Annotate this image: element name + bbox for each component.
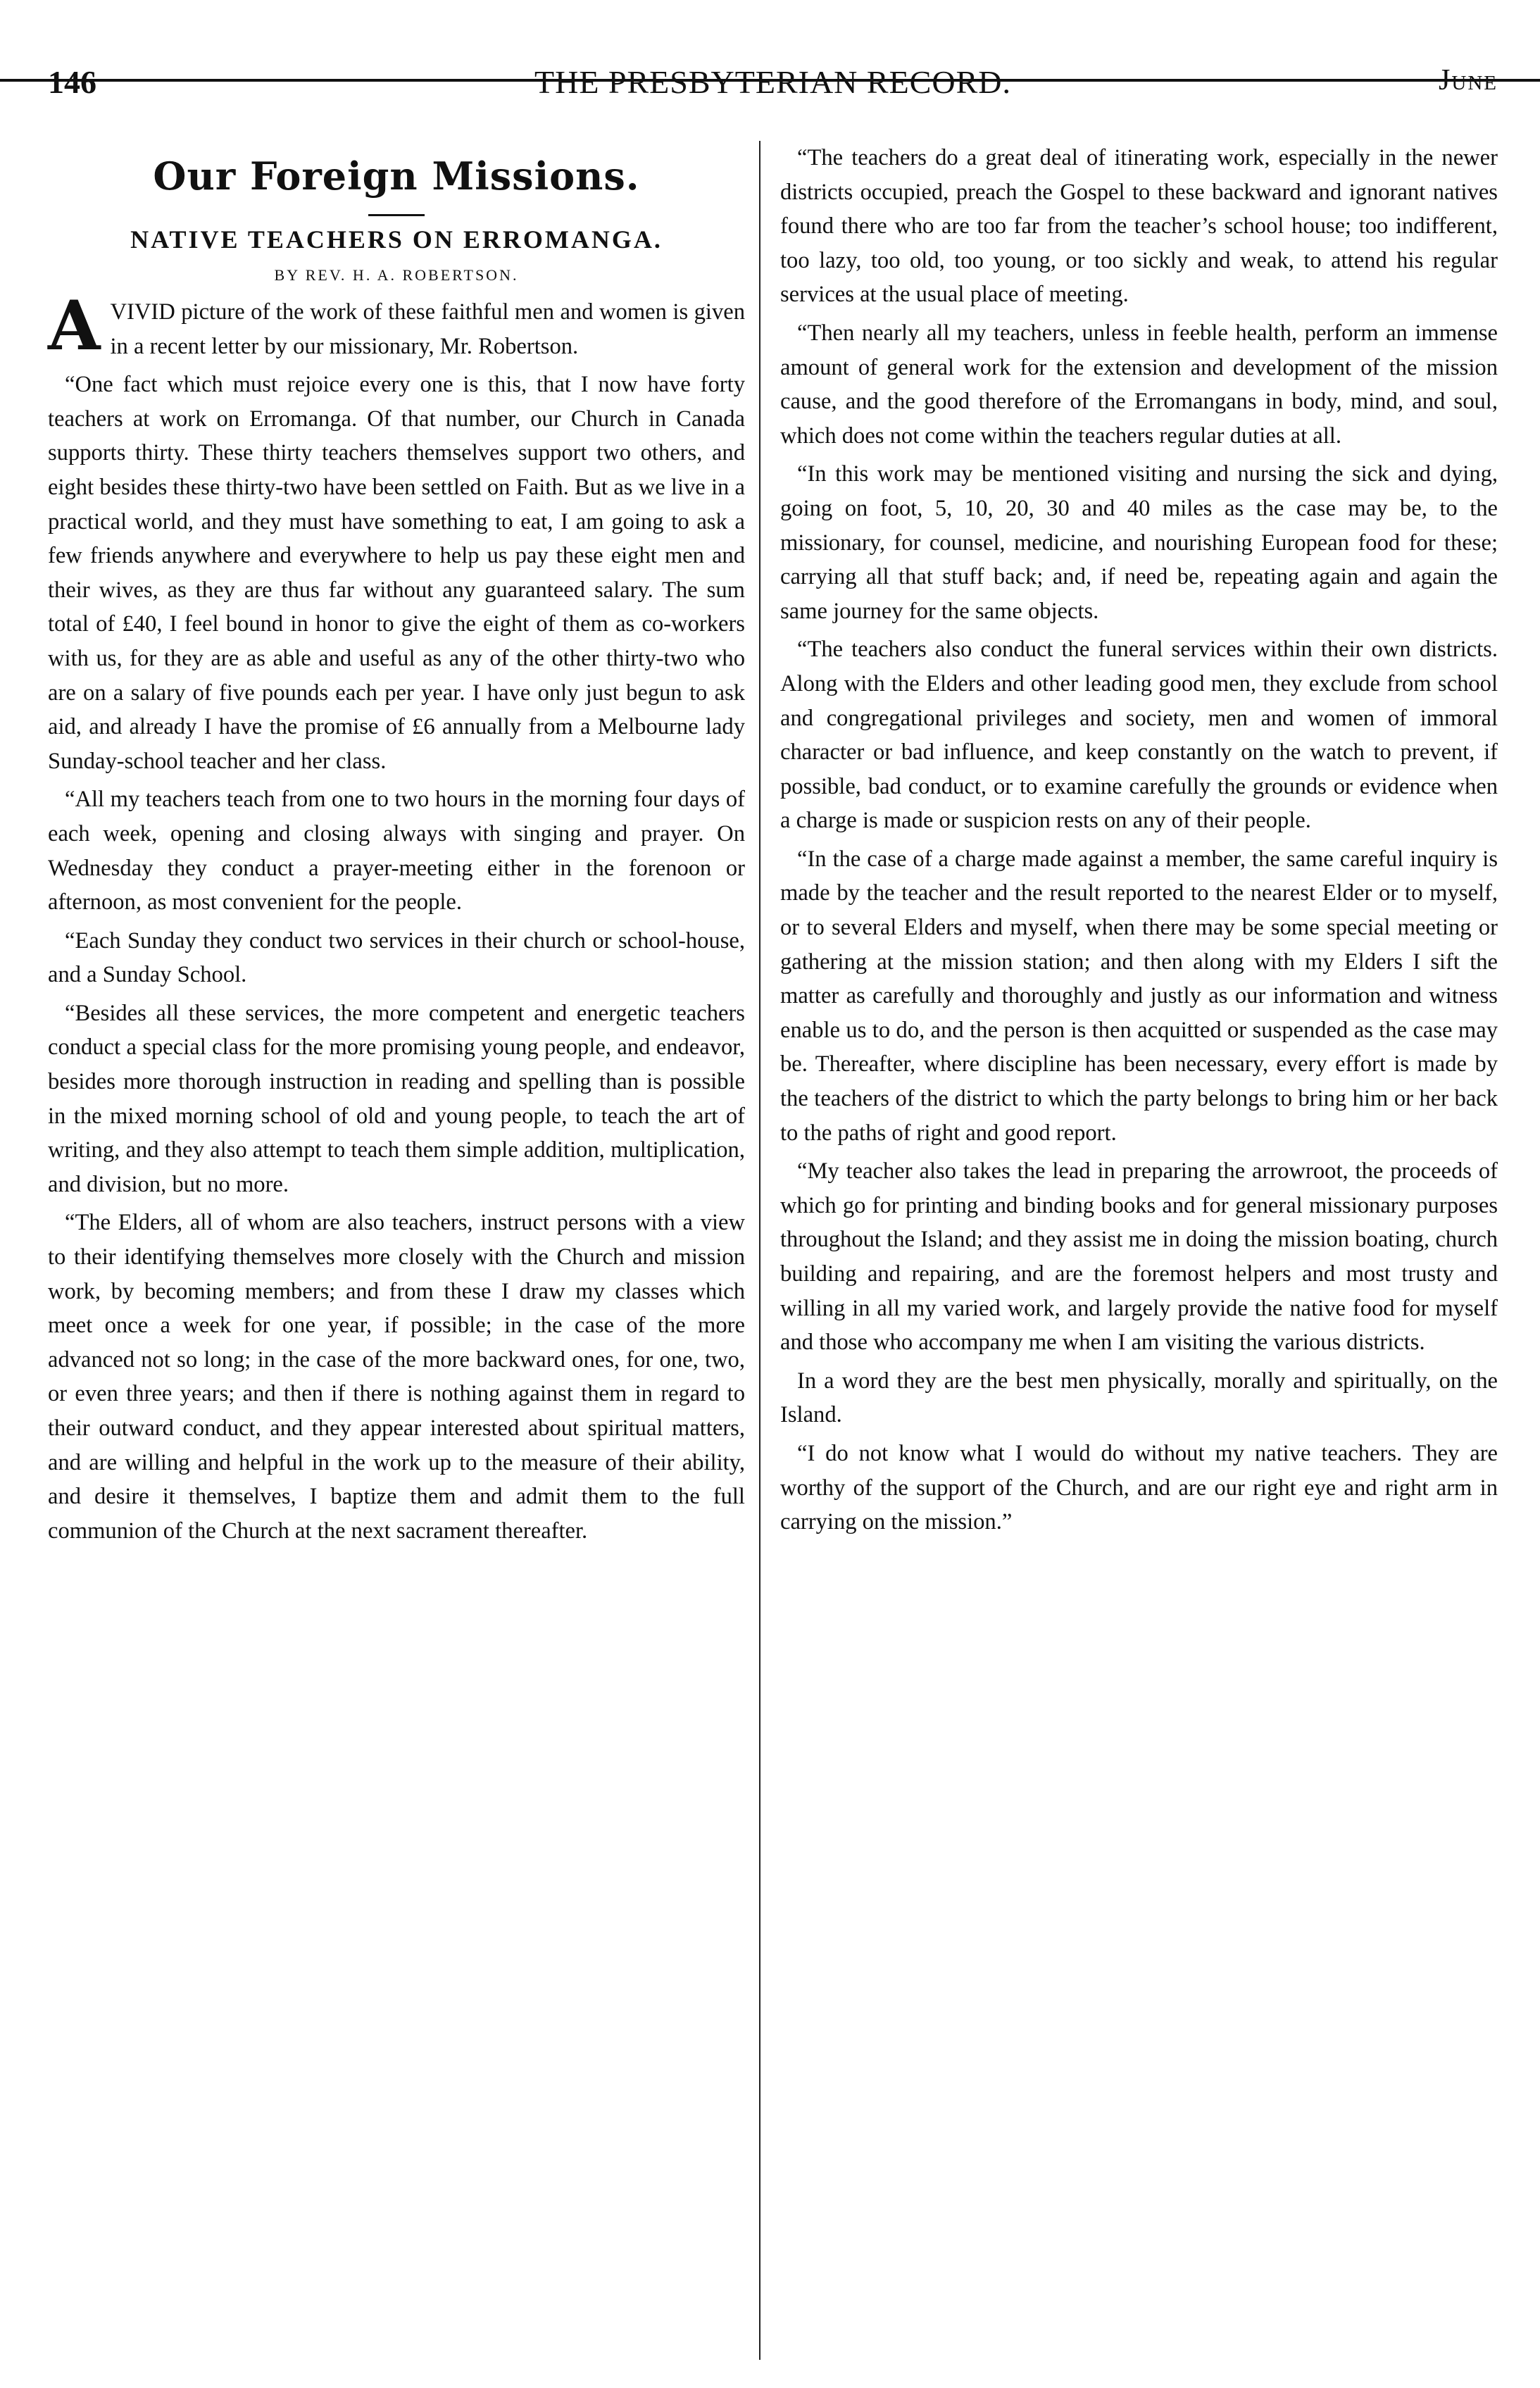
body-paragraph: “Then nearly all my teachers, unless in feeble health, perform an immense amount of general work for the extension and development of the mission cause, and the good therefore of the Erromangans in body, mind, and soul, which does not come within the teachers regular duties at all. bbox=[780, 320, 1498, 449]
issue-month: June bbox=[1439, 64, 1498, 96]
article-title: NATIVE TEACHERS ON ERROMANGA. bbox=[130, 225, 663, 254]
body-paragraph: “Each Sunday they conduct two services in their church or school-house, and a Sunday School. bbox=[48, 927, 745, 988]
running-head bbox=[48, 56, 1498, 127]
body-paragraph: “My teacher also takes the lead in preparing the arrowroot, the proceeds of which go for printing and binding books and for general missionary purposes throughout the Island; and they assist me in doing the mission boating, church building and repairing, and are the foremost helpers and most trusty and willing in all my varied work, and largely provide the native food for myself and those who accompany me when I am visiting the various districts. bbox=[780, 1158, 1498, 1356]
article-columns bbox=[48, 141, 1498, 2360]
lead-paragraph bbox=[48, 286, 745, 365]
article-byline: BY REV. H. A. ROBERTSON. bbox=[274, 266, 519, 284]
body-paragraph: “The teachers do a great deal of itinerating work, especially in the newer districts occupied, preach the Gospel to these backward and ignorant natives found there who are too far from the teacher’s school house; too indifferent, too lazy, too old, too young, or too sickly and weak, to attend his regular services at the usual place of meeting. bbox=[780, 145, 1498, 308]
body-paragraph: “Besides all these services, the more competent and energetic teachers conduct a special class for the more promising young people, and endeavor, besides more thorough instruction in reading and spelling than is possible in the mixed morning school of old and young people, to teach the art of writing, and they also attempt to teach them simple addition, multiplication, and division, but no more. bbox=[48, 1000, 745, 1197]
drop-cap: A bbox=[48, 286, 101, 365]
body-paragraph: “I do not know what I would do without my native teachers. They are worthy of the support of the Church, and are our right eye and right arm in carrying on the mission.” bbox=[780, 1440, 1498, 1535]
left-column bbox=[48, 141, 745, 2360]
body-paragraph: “All my teachers teach from one to two hours in the morning four days of each week, opening and closing always with singing and prayer. On Wednesday they conduct a prayer-meeting either in the forenoon or afternoon, as most convenient for the people. bbox=[48, 787, 745, 915]
header-rule bbox=[0, 79, 1540, 82]
journal-title: THE PRESBYTERIAN RECORD. bbox=[534, 64, 1011, 100]
section-title-rule bbox=[368, 214, 425, 216]
lead-text: VIVID picture of the work of these faithful men and women is given in a recent letter by our missionary, Mr. Robertson. bbox=[110, 299, 745, 359]
body-paragraph: “In this work may be mentioned visiting and nursing the sick and dying, going on foot, 5, 10, 20, 30 and 40 miles as the case may be, to the missionary, for counsel, medicine, and nourishing European food for these; carrying all that stuff back; and, if need be, repeating again and again the same journey for the same objects. bbox=[780, 461, 1498, 624]
body-paragraph: In a word they are the best men physically, morally and spiritually, on the Island. bbox=[780, 1368, 1498, 1428]
column-divider bbox=[759, 141, 760, 2360]
body-paragraph: “In the case of a charge made against a member, the same careful inquiry is made by the teacher and the result reported to the nearest Elder or to myself, or to several Elders and myself, when there may be some special meeting or gathering at the mission station; and then along with my Elders I sift the matter as carefully and thoroughly and justly as our information and witness enable us to do, and the person is then acquitted or suspended as the case may be. Thereafter, where discipline has been necessary, every effort is made by the teachers of the district to which the party belongs to bring him or her back to the paths of right and good report. bbox=[780, 846, 1498, 1146]
right-column bbox=[780, 141, 1498, 2360]
section-title: Our Foreign Missions. bbox=[153, 154, 640, 199]
body-paragraph: “The Elders, all of whom are also teachers, instruct persons with a view to their identifying themselves more closely with the Church and mission work, by becoming members; and from these I draw my classes which meet once a week for one year, if possible; in the case of the more advanced not so long; in the case of the more backward ones, for one, two, or even three years; and then if there is nothing against them in regard to their outward conduct, and they appear interested about spiritual matters, and are willing and helpful in the work up to the measure of their ability, and desire it themselves, I baptize them and admit them to the full communion of the Church at the next sacrament thereafter. bbox=[48, 1210, 745, 1544]
page-number: 146 bbox=[48, 64, 96, 100]
body-paragraph: “One fact which must rejoice every one is this, that I now have forty teachers at work on Erromanga. Of that number, our Church in Canada supports thirty. These thirty teachers themselves support two others, and eight besides these thirty-two have been settled on Faith. But as we live in a practical world, and they must have something to eat, I am going to ask a few friends anywhere and everywhere to help us pay these eight men and their wives, as they are thus far without any guaranteed salary. The sum total of £40, I feel bound in honor to give the eight of them as co-workers with us, for they are as able and useful as any of the other thirty-two who are on a salary of five pounds each per year. I have only just begun to ask aid, and already I have the promise of £6 annually from a Melbourne lady Sunday-school teacher and her class. bbox=[48, 372, 745, 774]
body-paragraph: “The teachers also conduct the funeral services within their own districts. Along with the Elders and other leading good men, they exclude from school and congregational privileges and society, men and women of immoral character or bad influence, and keep constantly on the watch to prevent, if possible, bad conduct, or to examine carefully the grounds or evidence when a charge is made or suspicion rests on any of their people. bbox=[780, 637, 1498, 834]
